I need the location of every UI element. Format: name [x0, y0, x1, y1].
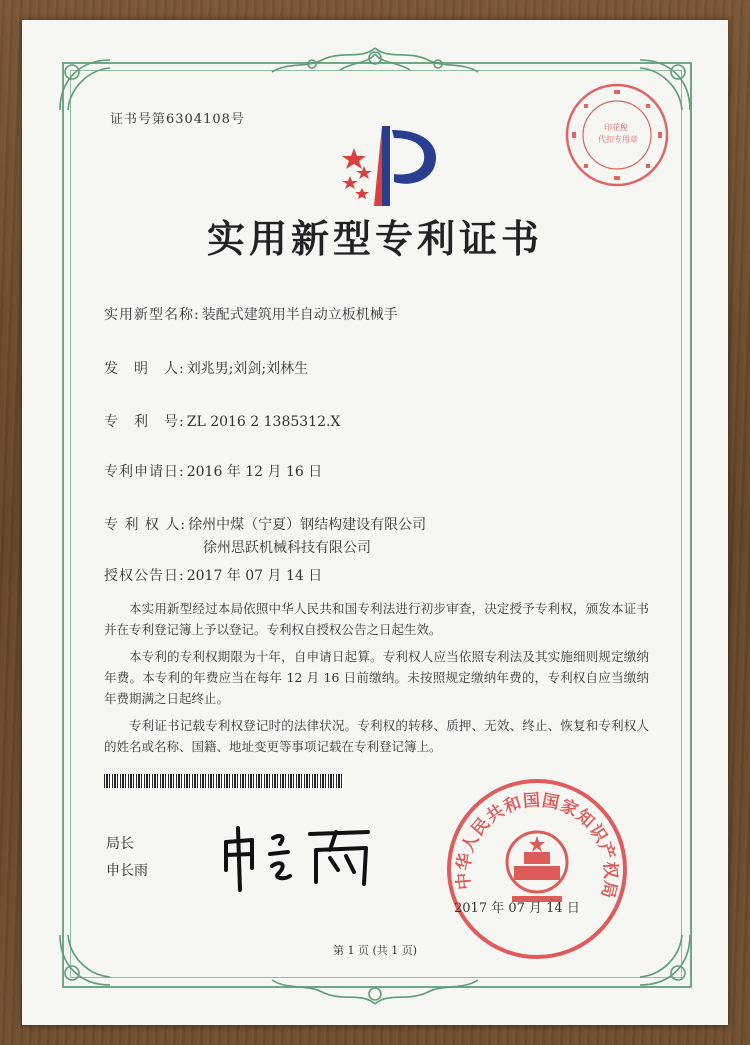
patentee-value-1: 徐州中煤（宁夏）钢结构建设有限公司	[188, 517, 427, 533]
grant-date-label: 授权公告日:	[104, 568, 185, 584]
filing-date-value: 2016 年 12 月 16 日	[186, 464, 323, 480]
director-name: 申长雨	[106, 863, 148, 879]
issue-date: 2017 年 07 月 14 日	[454, 901, 580, 916]
patent-number-label: 专 利 号:	[104, 414, 185, 430]
patentee-label: 专 利 权 人:	[104, 517, 187, 533]
grant-date-value: 2017 年 07 月 14 日	[186, 568, 323, 584]
patentee-value-2: 徐州思跃机械科技有限公司	[203, 540, 371, 556]
director-signature-icon	[218, 820, 378, 895]
svg-text:印花税: 印花税	[604, 123, 628, 132]
patentee-row	[104, 514, 426, 534]
official-seal-icon	[442, 774, 632, 964]
utility-model-name-label: 实用新型名称:	[104, 307, 200, 323]
patentee-row-2	[201, 537, 371, 557]
utility-model-name-value: 装配式建筑用半自动立板机械手	[201, 307, 398, 323]
patent-number-value: ZL 2016 2 1385312.X	[186, 414, 341, 430]
inventor-label: 发 明 人:	[104, 361, 185, 377]
filing-date-label: 专利申请日:	[104, 464, 185, 480]
body-paragraph-2: 本专利的专利权期限为十年，自申请日起算。专利权人应当依照专利法及其实施细则规定缴纳年费。本专利的年费应当在每年 12 月 16 日前缴纳。未按照规定缴纳年费的，专利权自应当缴纳年费期满之日起终止。	[104, 649, 649, 706]
body-paragraph-1: 本实用新型经过本局依照中华人民共和国专利法进行初步审查，决定授予专利权，颁发本证书并在专利登记簿上予以登记。专利权自授权公告之日起生效。	[104, 601, 649, 637]
top-ornament-icon	[252, 42, 498, 82]
corner-ornament-bottom-right-icon	[630, 925, 700, 995]
barcode	[104, 774, 344, 788]
certificate-title: 实用新型专利证书	[206, 216, 543, 261]
director-title: 局长	[106, 836, 134, 852]
tax-stamp-icon	[562, 80, 672, 190]
certificate-number: 证书号第6304108号	[110, 112, 245, 127]
filing-date-row	[104, 461, 322, 481]
bottom-ornament-icon	[252, 970, 498, 1010]
patent-number-row	[104, 411, 340, 431]
grant-date-row	[104, 565, 322, 585]
corner-ornament-bottom-left-icon	[50, 925, 120, 995]
inventor-value: 刘兆男;刘剑;刘林生	[186, 361, 309, 377]
svg-text:代扣专用章: 代扣专用章	[598, 135, 638, 144]
body-paragraph-3: 专利证书记载专利权登记时的法律状况。专利权的转移、质押、无效、终止、恢复和专利权人的姓名或名称、国籍、地址变更等事项记载在专利登记簿上。	[104, 718, 649, 754]
patent-office-logo-icon	[322, 118, 452, 213]
seal-text: 中华人民共和国国家知识产权局	[453, 790, 621, 901]
page-number: 第 1 页 (共 1 页)	[332, 944, 418, 957]
utility-model-name-row	[104, 304, 398, 324]
inventor-row	[104, 358, 308, 378]
certificate-body	[104, 598, 649, 757]
certificate-paper	[22, 20, 728, 1025]
